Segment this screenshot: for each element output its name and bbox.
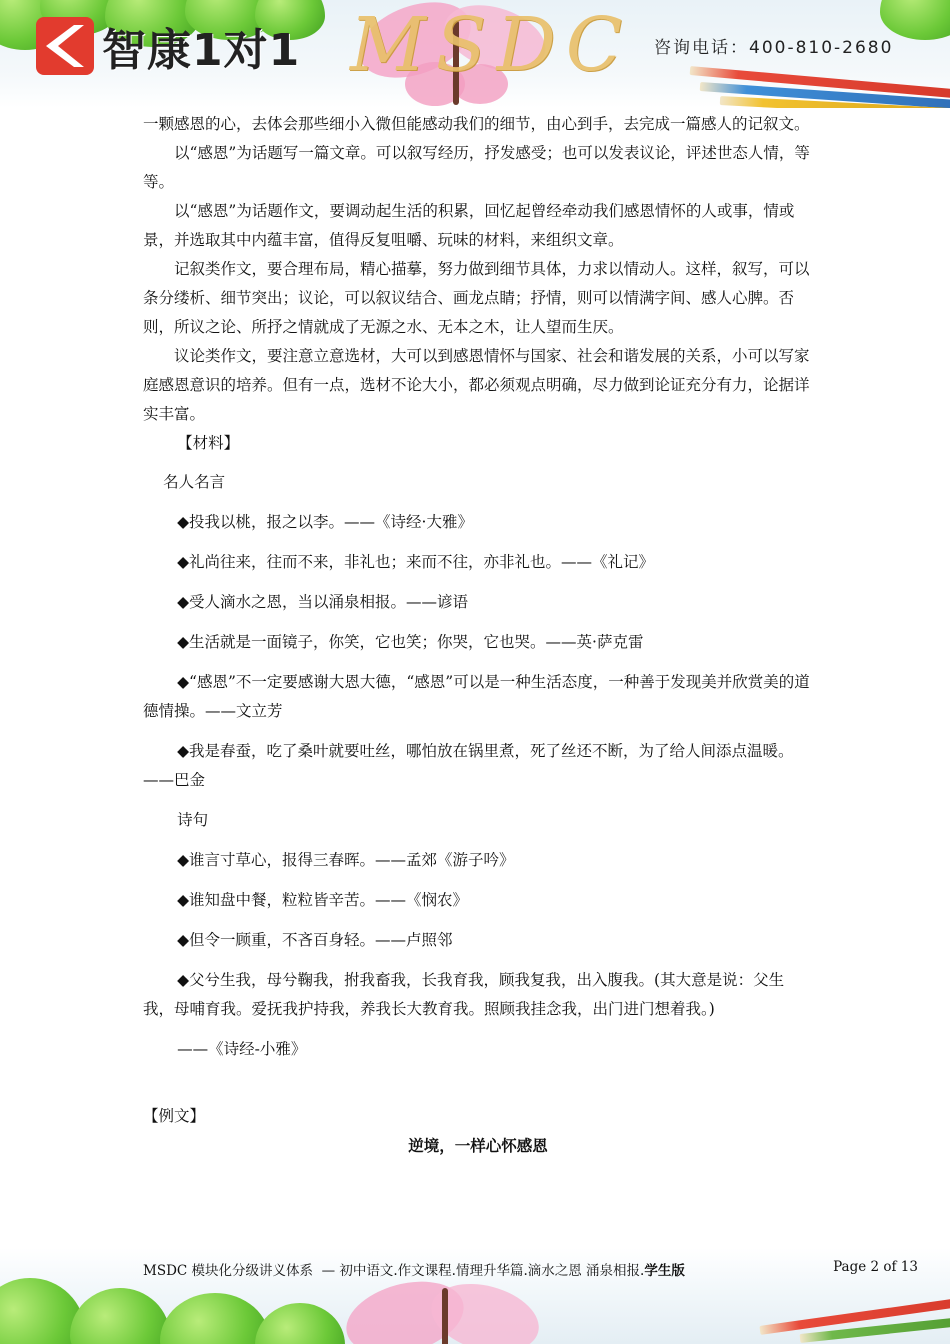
- logo-text: 智康1对1: [102, 25, 301, 76]
- footer-series: MSDC 模块化分级讲义体系: [143, 1263, 314, 1279]
- body-paragraph: 记叙类作文，要合理布局，精心描摹，努力做到细节具体，力求以情动人。这样，叙写，可以条分缕析、细节突出；议论，可以叙议结合、画龙点睛；抒情，则可以情满字间、感人心脾。否则，所议之论、所抒之情就成了无源之水、无本之木，让人望而生厌。: [143, 260, 810, 336]
- page-header: [0, 0, 950, 108]
- poem-label: 诗句: [177, 811, 209, 829]
- example-label: 【例文】: [143, 1107, 206, 1125]
- hotline-text: 咨询电话：400-810-2680: [654, 38, 894, 58]
- quote-item: ◆受人滴水之恩，当以涌泉相报。——谚语: [177, 593, 469, 611]
- leaf-decoration: [70, 1288, 170, 1344]
- body-paragraph: 以“感恩”为话题写一篇文章。可以叙写经历，抒发感受；也可以发表议论，评述世态人情，等等。: [143, 144, 810, 191]
- poem-source: ——《诗经-小雅》: [177, 1040, 307, 1058]
- page-number: Page 2 of 13: [833, 1259, 918, 1275]
- quote-item: ◆生活就是一面镜子，你笑，它也笑；你哭，它也哭。——英·萨克雷: [177, 633, 644, 651]
- footer-left: MSDC 模块化分级讲义体系 — 初中语文.作文课程.情理升华篇.滴水之恩 涌泉相报.学生版: [143, 1263, 685, 1279]
- material-label: 【材料】: [177, 434, 240, 452]
- poem-item: ◆但令一顾重，不吝百身轻。——卢照邻: [177, 931, 453, 949]
- footer-course: 初中语文.作文课程.情理升华篇.滴水之恩 涌泉相报.: [339, 1263, 645, 1279]
- quote-item: ◆投我以桃，报之以李。——《诗经·大雅》: [177, 513, 473, 531]
- footer-edition: 学生版: [644, 1263, 685, 1279]
- leaf-decoration: [160, 1293, 270, 1344]
- brand-logo: [36, 14, 300, 78]
- poem-item: ◆谁言寸草心，报得三春晖。——孟郊《游子吟》: [177, 851, 515, 869]
- famous-quotes-label: 名人名言: [163, 473, 226, 491]
- logo-mark-icon: [36, 17, 94, 75]
- poem-item: ◆谁知盘中餐，粒粒皆辛苦。——《悯农》: [177, 891, 469, 909]
- document-body: [143, 110, 813, 1160]
- brand-wordmark: MSDC: [350, 2, 633, 88]
- body-paragraph: 以“感恩”为话题作文，要调动起生活的积累，回忆起曾经牵动我们感恩情怀的人或事，情或景，并选取其中内蕴丰富，值得反复咀嚼、玩味的材料，来组织文章。: [143, 202, 795, 249]
- footer-text: [143, 1259, 918, 1279]
- body-paragraph: 议论类作文，要注意立意选材，大可以到感恩情怀与国家、社会和谐发展的关系，小可以写家庭感恩意识的培养。但有一点，选材不论大小，都必须观点明确，尽力做到论证充分有力，论据详实丰富。: [143, 347, 810, 423]
- example-title: 逆境，一样心怀感恩: [408, 1136, 548, 1155]
- quote-item: ◆礼尚往来，往而不来，非礼也；来而不往，亦非礼也。——《礼记》: [177, 553, 655, 571]
- butterfly-icon: [330, 1268, 560, 1344]
- quote-item: ◆“感恩”不一定要感谢大恩大德，“感恩”可以是一种生活态度，一种善于发现美并欣赏美的道德情操。——文立芳: [143, 673, 810, 720]
- poem-item: ◆父兮生我，母兮鞠我，拊我畜我，长我育我，顾我复我，出入腹我。(其大意是说：父生我，母哺育我。爱抚我护持我，养我长大教育我。照顾我挂念我，出门进门想着我。): [143, 971, 785, 1018]
- body-paragraph: 一颗感恩的心，去体会那些细小入微但能感动我们的细节，由心到手，去完成一篇感人的记叙文。: [143, 115, 810, 133]
- quote-item: ◆我是春蚕，吃了桑叶就要吐丝，哪怕放在锅里煮，死了丝还不断，为了给人间添点温暖。 ——巴金: [143, 742, 794, 789]
